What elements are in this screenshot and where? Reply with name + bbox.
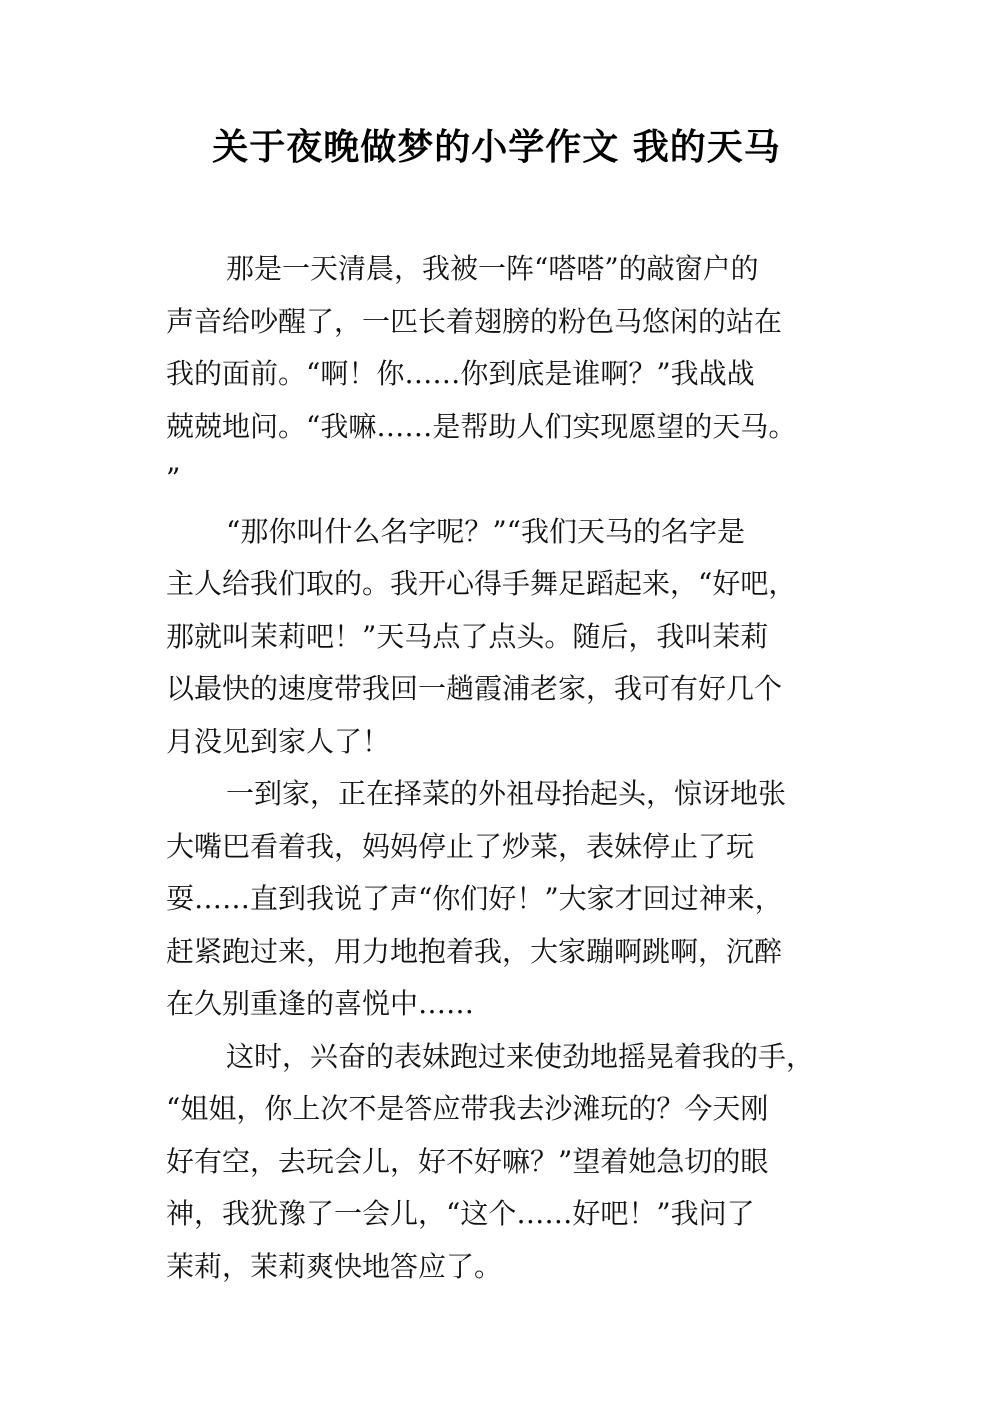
text-line: 茉莉，茉莉爽快地答应了。 [166,1249,503,1283]
text-line: ” [166,462,181,495]
text-line: “姐姐，你上次不是答应带我去沙滩玩的？今天刚 [166,1092,769,1125]
text-line: 我的面前。“啊！你……你到底是谁啊？”我战战 [166,357,755,390]
text-line: 一到家，正在择菜的外祖母抬起头，惊讶地张 [226,777,787,810]
text-line: 主人给我们取的。我开心得手舞足蹈起来，“好吧， [166,567,797,600]
text-line: 兢兢地问。“我嘛……是帮助人们实现愿望的天马。 [166,409,797,443]
text-line: 神，我犹豫了一会儿，“这个……好吧！”我问了 [166,1197,755,1230]
text-line: 赶紧跑过来，用力地抱着我，大家蹦啊跳啊，沉醉 [166,934,783,968]
text-line: 那是一天清晨，我被一阵“嗒嗒”的敲窗户的 [226,252,759,285]
document-title: 关于夜晚做梦的小学作文 我的天马 [212,127,781,168]
document-body [166,243,838,1293]
text-line: 耍……直到我说了声“你们好！”大家才回过神来， [166,882,783,915]
text-line: 那就叫茉莉吧！”天马点了点头。随后，我叫茉莉 [166,619,769,653]
text-line: 在久别重逢的喜悦中…… [166,987,475,1020]
text-line: 以最快的速度带我回一趟霞浦老家，我可有好几个 [166,672,783,705]
text-line: 声音给吵醒了，一匹长着翅膀的粉色马悠闲的站在 [166,304,783,338]
text-line: 这时，兴奋的表妹跑过来使劲地摇晃着我的手， [226,1039,815,1073]
text-line: 好有空，去玩会儿，好不好嘛？”望着她急切的眼 [166,1144,769,1178]
text-line: 大嘴巴看着我，妈妈停止了炒菜，表妹停止了玩 [166,829,755,863]
text-line: “那你叫什么名字呢？”“我们天马的名字是 [226,514,745,548]
text-line: 月没见到家人了！ [166,724,391,758]
